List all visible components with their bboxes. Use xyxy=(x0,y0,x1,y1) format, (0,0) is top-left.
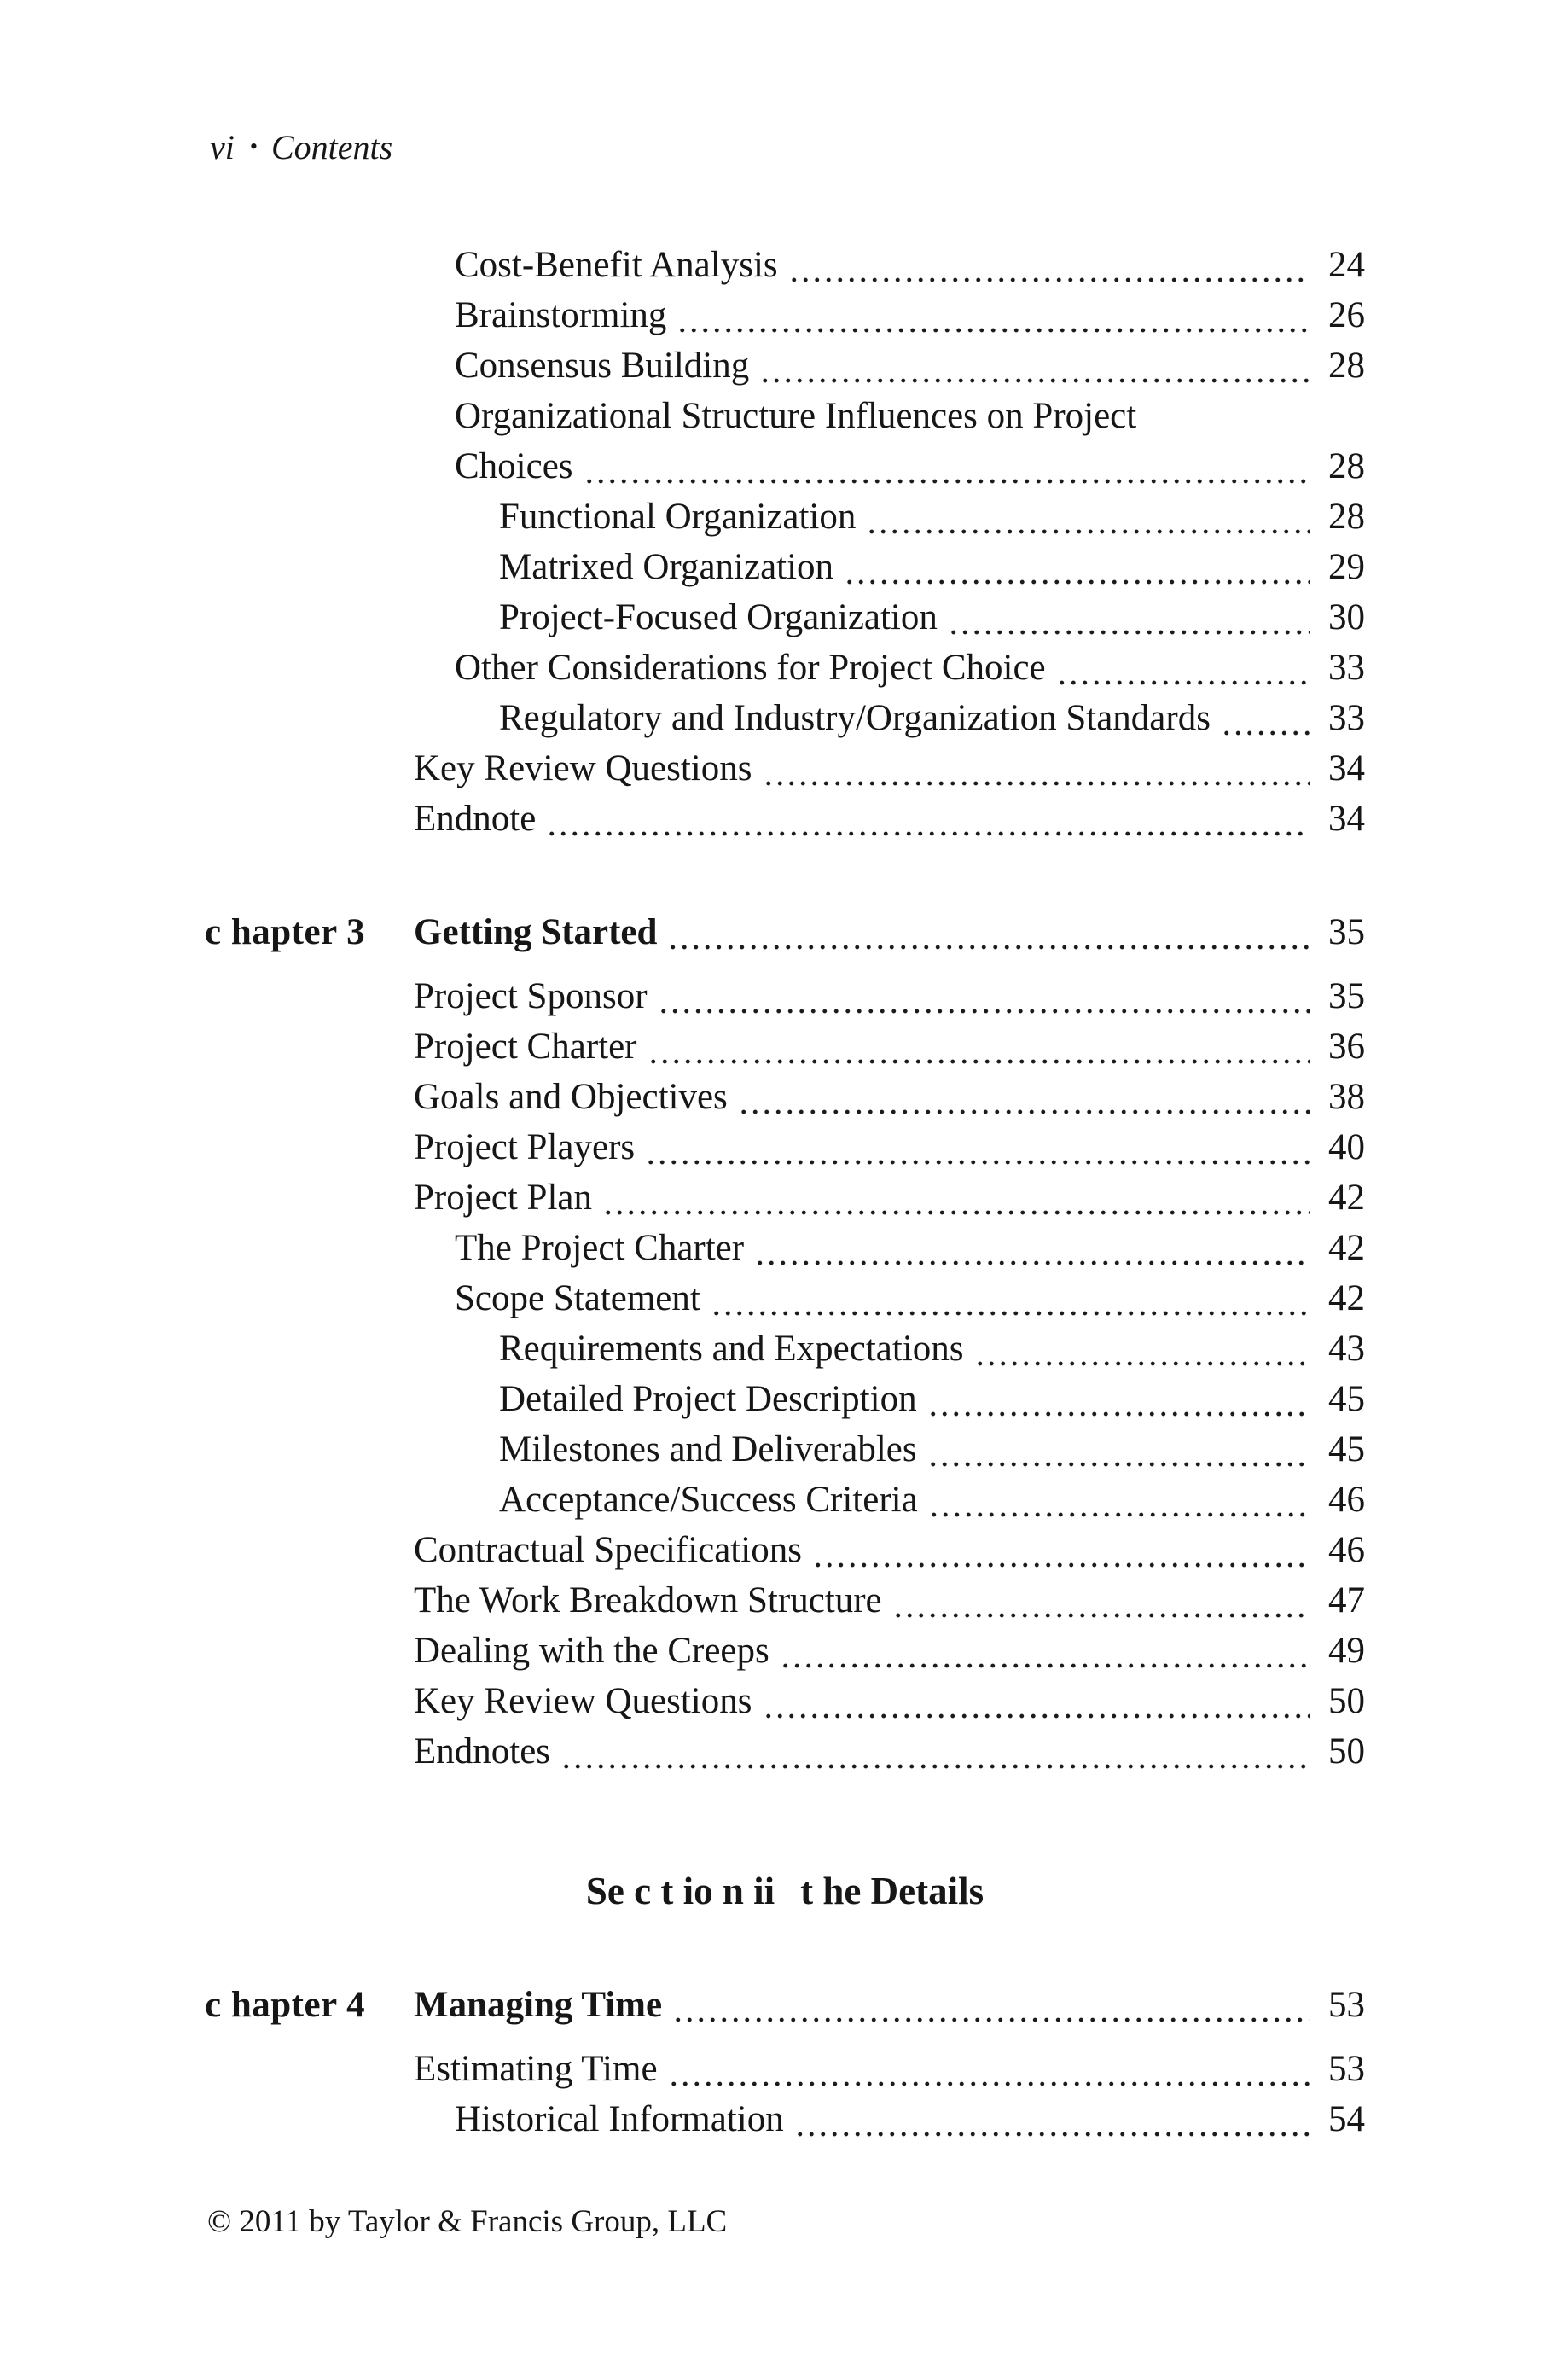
toc-entry-row xyxy=(205,971,1365,1021)
toc-entry-row xyxy=(205,1172,1365,1223)
toc-entry-page-number: 35 xyxy=(1328,976,1365,1016)
chapter-label: c hapter 4 xyxy=(205,1985,366,2025)
toc-entry-title: Project-Focused Organization xyxy=(499,597,938,637)
toc-entry-title: Matrixed Organization xyxy=(499,547,834,587)
toc-entry-row xyxy=(205,1475,1365,1525)
toc-entry-title: Project Charter xyxy=(414,1027,637,1067)
dot-leader xyxy=(736,1072,1310,1122)
toc-entry-row xyxy=(205,1525,1365,1575)
toc-entry-page-number: 50 xyxy=(1328,1681,1365,1721)
dot-leader xyxy=(793,2094,1310,2144)
dot-leader xyxy=(761,743,1311,794)
dot-leader xyxy=(778,1626,1310,1676)
toc-entry-row xyxy=(205,492,1365,542)
toc-entry-page-number: 34 xyxy=(1328,748,1365,788)
toc-entry-title: Key Review Questions xyxy=(414,748,752,788)
toc-entry-row xyxy=(205,1122,1365,1172)
toc-entry-row xyxy=(205,1223,1365,1273)
toc-entry-title: Consensus Building xyxy=(455,346,750,386)
dot-leader xyxy=(1054,643,1310,693)
toc-entry-row xyxy=(205,441,1365,492)
dot-leader xyxy=(926,1475,1310,1525)
chapter-page-number: 53 xyxy=(1328,1985,1365,2025)
toc-entry-row xyxy=(205,1676,1365,1726)
toc-entry-title: Endnotes xyxy=(414,1731,551,1772)
toc-entry-page-number: 45 xyxy=(1328,1379,1365,1419)
toc-entry-page-number: 28 xyxy=(1328,446,1365,486)
toc-entry-page-number: 46 xyxy=(1328,1530,1365,1570)
toc-entry-page-number: 46 xyxy=(1328,1480,1365,1520)
toc-entry-row xyxy=(205,693,1365,743)
dot-leader xyxy=(891,1575,1310,1626)
dot-leader xyxy=(601,1172,1310,1223)
dot-leader xyxy=(643,1122,1310,1172)
toc-entry-page-number: 47 xyxy=(1328,1580,1365,1620)
toc-entry-page-number: 28 xyxy=(1328,497,1365,537)
toc-entry-title: The Work Breakdown Structure xyxy=(414,1580,882,1620)
dot-leader xyxy=(675,290,1310,340)
toc-entry-title: Scope Statement xyxy=(455,1278,700,1318)
toc-entry-row xyxy=(205,2044,1365,2094)
toc-entry-page-number: 45 xyxy=(1328,1429,1365,1469)
chapter-label: c hapter 3 xyxy=(205,912,366,952)
dot-leader xyxy=(787,240,1310,290)
toc-entry-page-number: 30 xyxy=(1328,597,1365,637)
dot-leader xyxy=(842,542,1310,592)
toc-entry-page-number: 34 xyxy=(1328,799,1365,839)
toc-entry-title: Requirements and Expectations xyxy=(499,1329,964,1369)
toc-entry-row xyxy=(205,1575,1365,1626)
toc-entry-row xyxy=(205,592,1365,643)
dot-leader xyxy=(709,1273,1310,1324)
toc-entry-title: Other Considerations for Project Choice xyxy=(455,648,1046,688)
toc-entry-row xyxy=(205,290,1365,340)
toc-entry-title: Detailed Project Description xyxy=(499,1379,917,1419)
toc-entry-row xyxy=(205,1424,1365,1475)
page-footer xyxy=(207,2202,727,2243)
dot-leader xyxy=(544,794,1310,844)
dot-leader xyxy=(973,1324,1310,1374)
chapter-title: Managing Time xyxy=(414,1985,663,2025)
dot-leader xyxy=(666,2044,1310,2094)
dot-leader xyxy=(926,1374,1310,1424)
toc-entry-page-number: 24 xyxy=(1328,245,1365,285)
toc-entry-page-number: 43 xyxy=(1328,1329,1365,1369)
toc-entry-row xyxy=(205,743,1365,794)
toc-entry-title: Endnote xyxy=(414,799,537,839)
toc-entry-page-number: 28 xyxy=(1328,346,1365,386)
toc-entry-page-number: 26 xyxy=(1328,295,1365,335)
toc-entry-title: Estimating Time xyxy=(414,2049,658,2089)
chapter-page-number: 35 xyxy=(1328,912,1365,952)
toc-entry-page-number: 29 xyxy=(1328,547,1365,587)
dot-leader xyxy=(665,907,1310,957)
dot-leader xyxy=(946,592,1310,643)
toc-entry-page-number: 42 xyxy=(1328,1278,1365,1318)
toc-entry-page-number: 42 xyxy=(1328,1228,1365,1268)
toc-entry-row xyxy=(205,240,1365,290)
header-bullet-icon: • xyxy=(249,134,258,159)
section-label: Se c t io n ii xyxy=(585,1870,775,1912)
dot-leader xyxy=(758,340,1310,391)
toc-chapter-row xyxy=(205,1980,1365,2030)
toc-entry-page-number: 50 xyxy=(1328,1731,1365,1772)
chapter-title: Getting Started xyxy=(414,912,658,952)
toc-entry-title: Goals and Objectives xyxy=(414,1077,728,1117)
toc-entry-row xyxy=(205,794,1365,844)
toc-entry-page-number: 33 xyxy=(1328,698,1365,738)
toc-entry-title: Project Sponsor xyxy=(414,976,648,1016)
toc-entry-title: The Project Charter xyxy=(455,1228,745,1268)
toc-entry-title: Project Plan xyxy=(414,1178,592,1218)
toc-entry-row xyxy=(205,1324,1365,1374)
toc-chapter-row xyxy=(205,907,1365,957)
toc-entry-title: Dealing with the Creeps xyxy=(414,1631,769,1671)
toc-entry-row xyxy=(205,1726,1365,1777)
toc-entry-title: Historical Information xyxy=(455,2099,784,2139)
toc-entry-row xyxy=(205,1626,1365,1676)
toc-entry-title: Milestones and Deliverables xyxy=(499,1429,917,1469)
toc-section-heading xyxy=(205,1866,1365,1917)
dot-leader xyxy=(656,971,1310,1021)
toc-entry-page-number: 33 xyxy=(1328,648,1365,688)
running-header xyxy=(210,126,392,168)
toc-entry-row xyxy=(205,1374,1365,1424)
dot-leader xyxy=(810,1525,1310,1575)
toc-entry-title: Key Review Questions xyxy=(414,1681,752,1721)
toc-entry-row xyxy=(205,340,1365,391)
running-title: Contents xyxy=(270,128,393,166)
folio: vi xyxy=(210,128,235,166)
dot-leader xyxy=(761,1676,1311,1726)
toc-entry-page-number: 42 xyxy=(1328,1178,1365,1218)
toc-entry-page-number: 53 xyxy=(1328,2049,1365,2089)
dot-leader xyxy=(926,1424,1310,1475)
toc-entry-row xyxy=(205,1273,1365,1324)
toc-entry-title: Cost-Benefit Analysis xyxy=(455,245,778,285)
toc-entry-row xyxy=(205,391,1365,441)
toc-entry-title: Brainstorming xyxy=(455,295,667,335)
toc-entry-title: Regulatory and Industry/Organization Standards xyxy=(499,698,1211,738)
toc-entry-page-number: 38 xyxy=(1328,1077,1365,1117)
toc-entry-title: Project Players xyxy=(414,1127,636,1167)
toc-entry-title: Functional Organization xyxy=(499,497,857,537)
dot-leader xyxy=(864,492,1310,542)
section-title: t he Details xyxy=(800,1870,984,1912)
toc-entry-row xyxy=(205,2094,1365,2144)
table-of-contents xyxy=(205,240,1365,2144)
toc-entry-row xyxy=(205,643,1365,693)
toc-entry-page-number: 49 xyxy=(1328,1631,1365,1671)
toc-entry-row xyxy=(205,542,1365,592)
dot-leader xyxy=(671,1980,1310,2030)
dot-leader xyxy=(646,1021,1311,1072)
toc-entry-page-number: 36 xyxy=(1328,1027,1365,1067)
toc-entry-title: Acceptance/Success Criteria xyxy=(499,1480,918,1520)
toc-entry-row xyxy=(205,1021,1365,1072)
dot-leader xyxy=(1219,693,1310,743)
toc-entry-page-number: 40 xyxy=(1328,1127,1365,1167)
dot-leader xyxy=(752,1223,1310,1273)
dot-leader xyxy=(582,441,1310,492)
dot-leader xyxy=(559,1726,1310,1777)
copyright-notice: © 2011 by Taylor & Francis Group, LLC xyxy=(207,2204,728,2239)
toc-entry-title: Organizational Structure Influences on Project xyxy=(455,396,1137,436)
toc-entry-title: Choices xyxy=(455,446,573,486)
toc-entry-row xyxy=(205,1072,1365,1122)
toc-entry-title: Contractual Specifications xyxy=(414,1530,802,1570)
toc-entry-page-number: 54 xyxy=(1328,2099,1365,2139)
